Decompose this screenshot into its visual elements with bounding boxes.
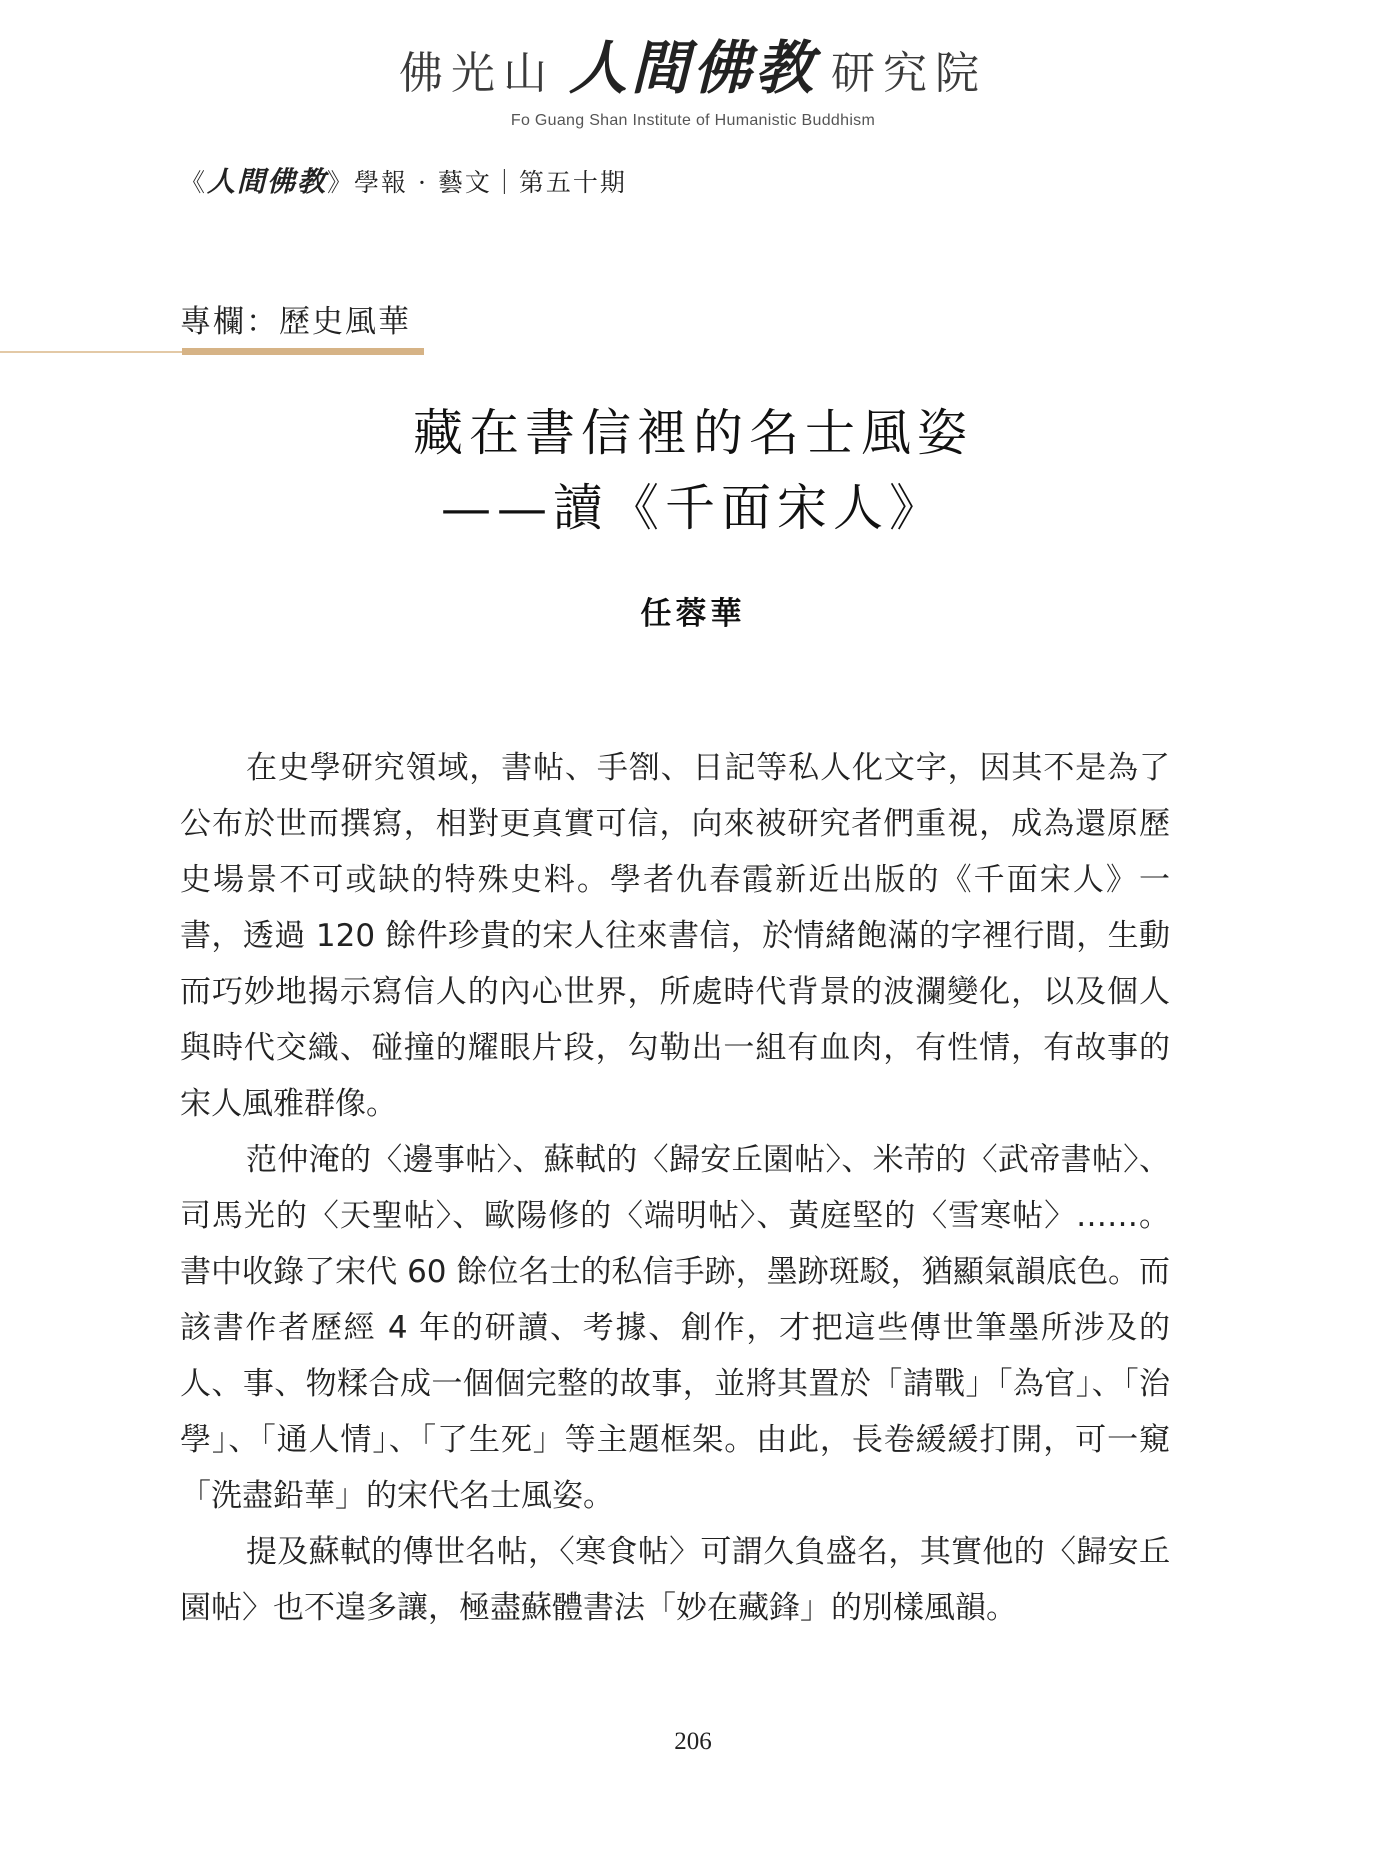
institute-name-right: 研究院 xyxy=(831,48,987,99)
article-body xyxy=(180,740,1170,1636)
institute-english-name: Fo Guang Shan Institute of Humanistic Buddhism xyxy=(510,112,876,129)
column-label: 專欄：歷史風華 xyxy=(180,304,411,340)
institute-name xyxy=(0,34,1386,104)
paragraph-3: 提及蘇軾的傳世名帖，〈寒食帖〉可謂久負盛名，其實他的〈歸安丘園帖〉也不遑多讓，極盡蘇體書法「妙在藏鋒」的別樣風韻。 xyxy=(180,1534,1170,1626)
running-head-journal: 》學報 · 藝文｜第五十期 xyxy=(327,168,627,197)
brand-logotype: 人間佛教 xyxy=(568,34,817,102)
running-head-bracket: 《 xyxy=(180,168,208,197)
masthead xyxy=(0,34,1386,130)
column-rule-thick xyxy=(182,348,424,355)
paragraph-2: 范仲淹的〈邊事帖〉、蘇軾的〈歸安丘園帖〉、米芾的〈武帝書帖〉、司馬光的〈天聖帖〉、歐陽修的〈端明帖〉、黃庭堅的〈雪寒帖〉……。書中收錄了宋代 60 餘位名士的私信手跡，墨跡斑駁，猶顯氣韻底色。而該書作者歷經 4 年的研讀、考據、創作，才把這些傳世筆墨所涉及的人、事、物糅合成一個個完整的故事，並將其置於「請戰」「為官」、「治學」、「通人情」、「了生死」等主題框架。由此，長卷緩緩打開，可一窺「洗盡鉛華」的宋代名士風姿。 xyxy=(180,1142,1170,1514)
paragraph-1: 在史學研究領域，書帖、手劄、日記等私人化文字，因其不是為了公布於世而撰寫，相對更真實可信，向來被研究者們重視，成為還原歷史場景不可或缺的特殊史料。學者仇春霞新近出版的《千面宋人》一書，透過 120 餘件珍貴的宋人往來書信，於情緒飽滿的字裡行間，生動而巧妙地揭示寫信人的內心世界，所處時代背景的波瀾變化，以及個人與時代交織、碰撞的耀眼片段，勾勒出一組有血肉，有性情，有故事的宋人風雅群像。 xyxy=(180,750,1170,1122)
article-author: 任蓉華 xyxy=(640,596,746,632)
article-title: 藏在書信裡的名士風姿 xyxy=(413,404,973,462)
running-head-brand: 人間佛教 xyxy=(207,165,328,198)
institute-name-left: 佛光山 xyxy=(398,48,555,99)
article-subtitle: ——讀《千面宋人》 xyxy=(441,479,945,537)
page-number: 206 xyxy=(674,1728,712,1755)
running-head xyxy=(180,160,627,200)
